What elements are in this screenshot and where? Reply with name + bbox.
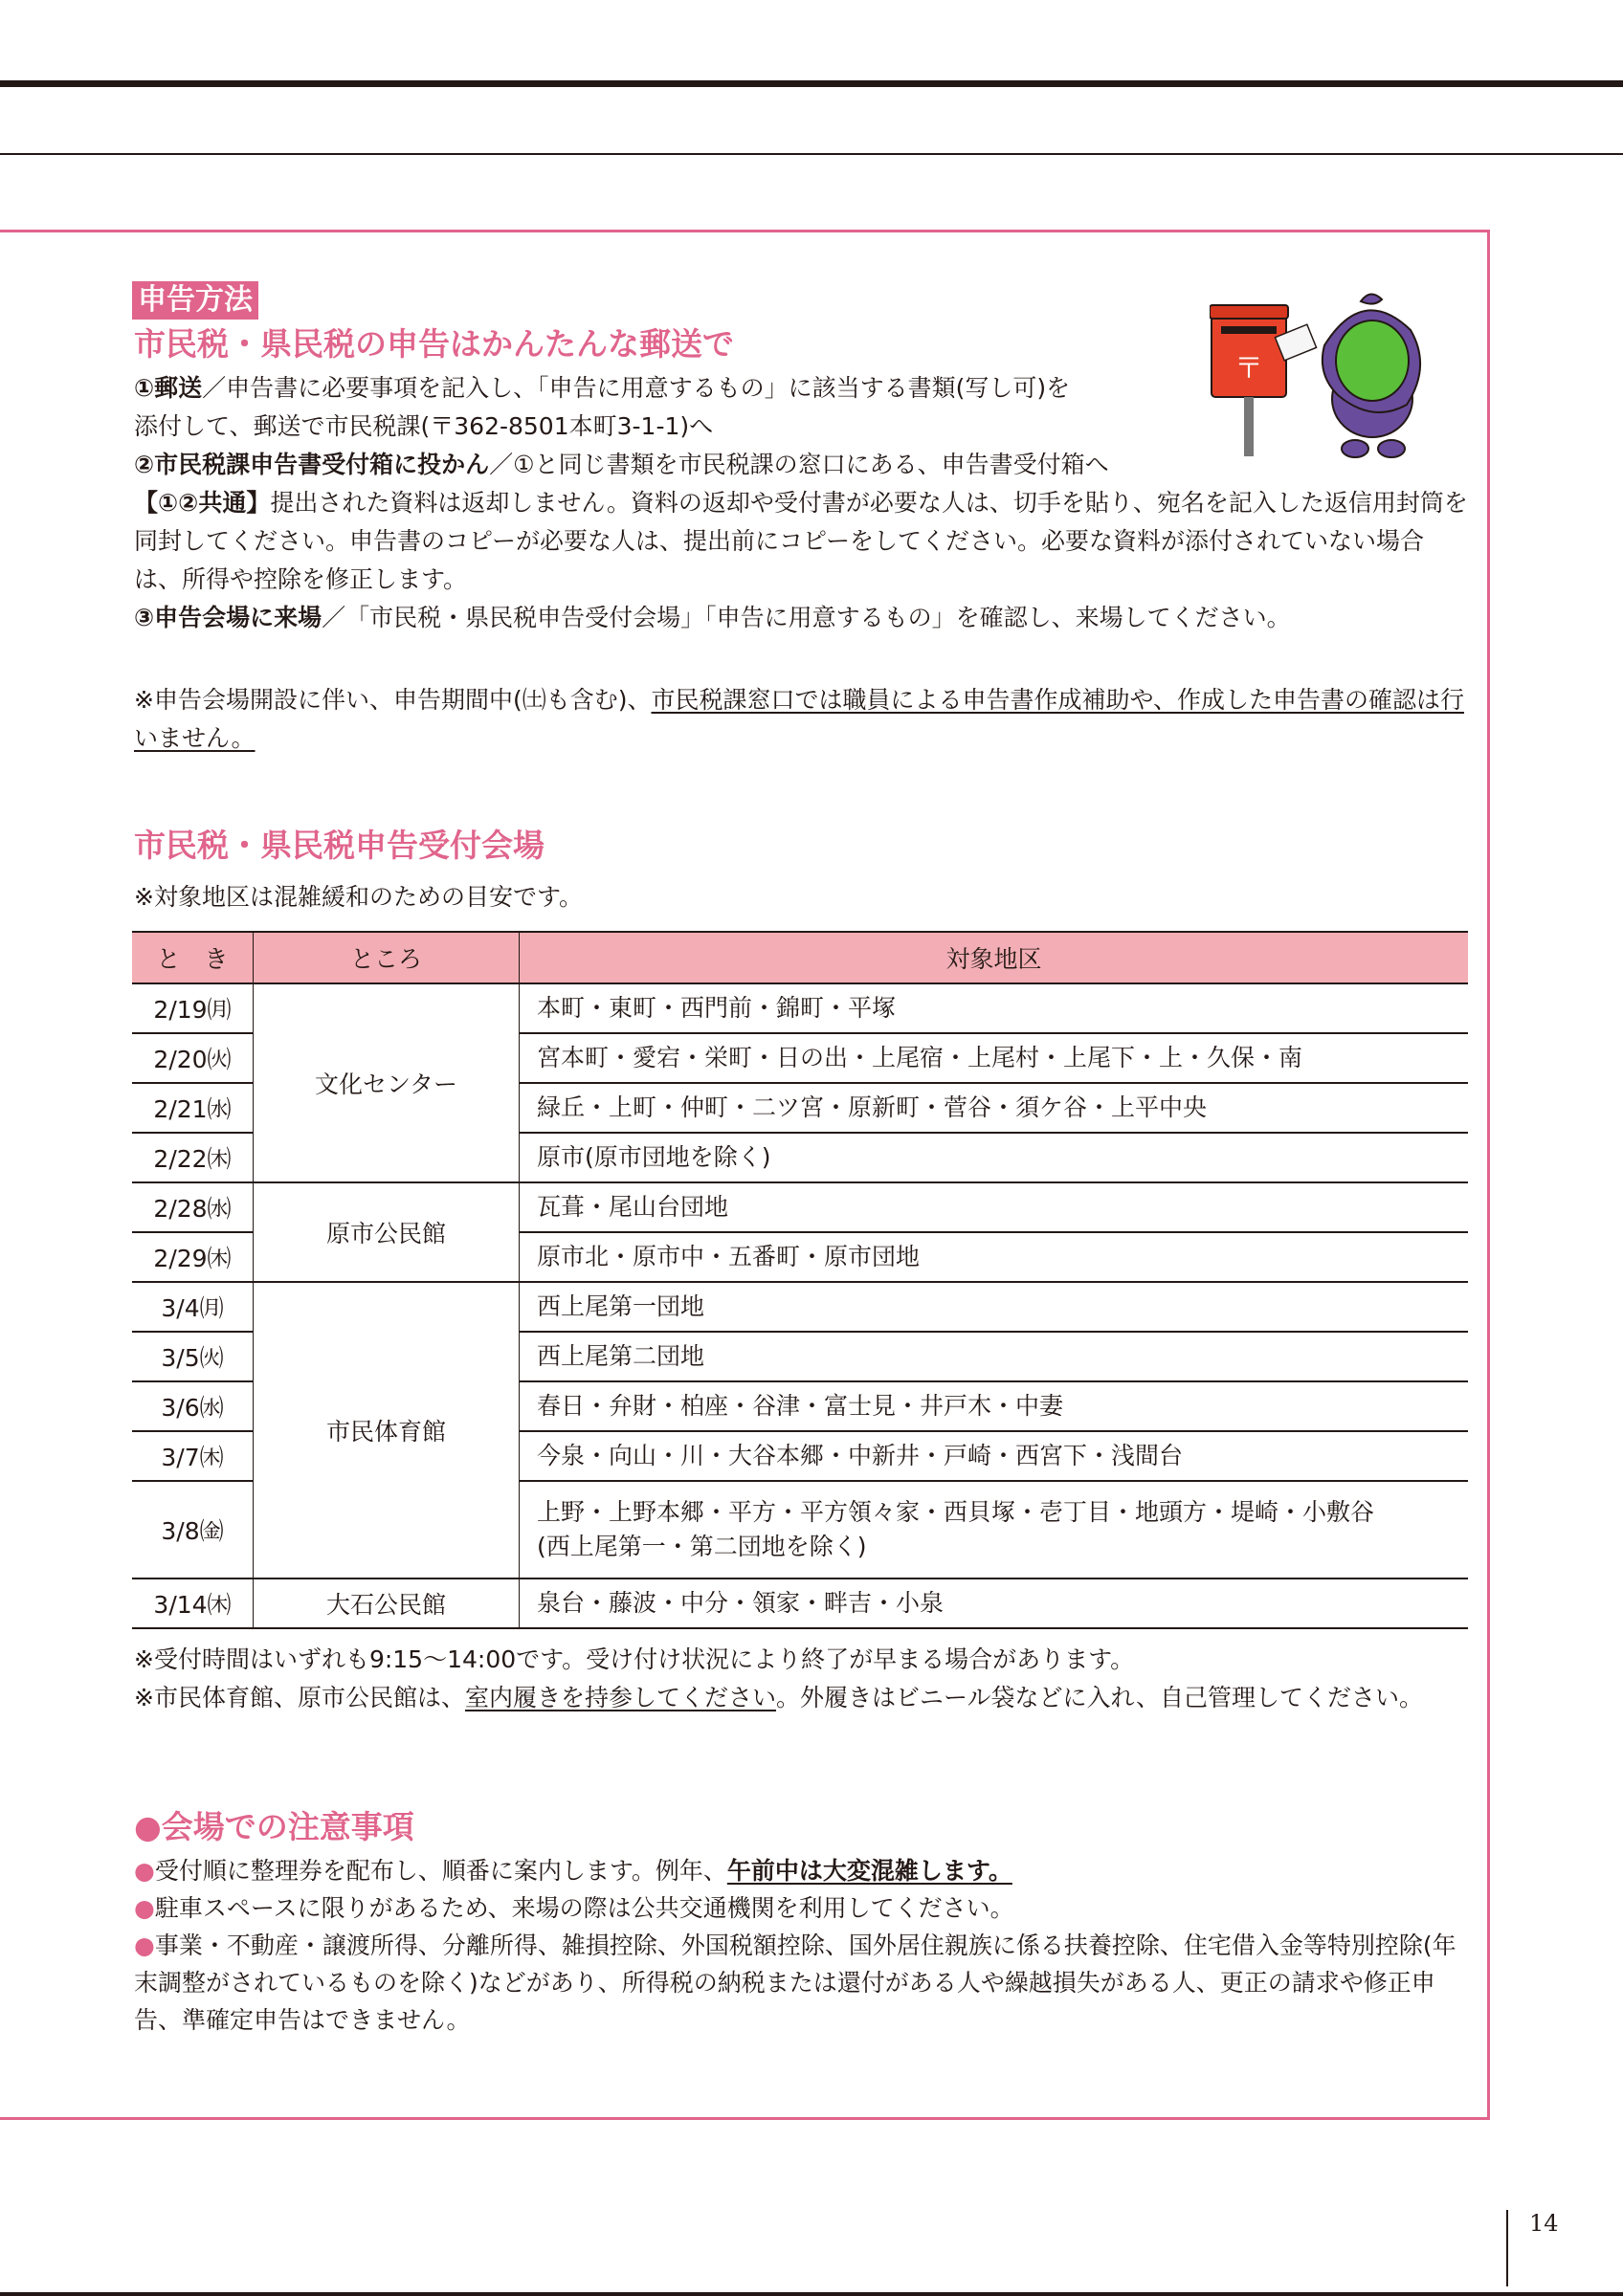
row-area: 原市北・原市中・五番町・原市団地 xyxy=(520,1232,1469,1282)
notices-heading: ●会場での注意事項 xyxy=(134,1808,414,1845)
section-tag: 申告方法 xyxy=(132,281,258,320)
item-mail-text: ／申告書に必要事項を記入し、「申告に用意するもの」に該当する書類(写し可)を xyxy=(202,374,1071,402)
row-date: 2/19㈪ xyxy=(132,983,254,1033)
row-area-line1: 上野・上野本郷・平方・平方領々家・西貝塚・壱丁目・地頭方・堤崎・小敷谷 xyxy=(537,1498,1375,1526)
page-number-divider xyxy=(1506,2210,1508,2286)
item-mail-text2: 添付して、郵送で市民税課(〒362-8501本町3-1-1)へ xyxy=(134,412,714,440)
mascot-postbox-illustration xyxy=(1210,292,1439,464)
table-row xyxy=(132,1578,1468,1628)
page-number: 14 xyxy=(1529,2210,1559,2237)
method-item-mail xyxy=(134,369,1206,446)
notice1-underlined: 午前中は大変混雑します。 xyxy=(726,1857,1012,1885)
row-date: 3/5㈫ xyxy=(132,1332,254,1381)
header-when: と き xyxy=(132,932,254,983)
row-date: 3/4㈪ xyxy=(132,1282,254,1332)
method-item-visit xyxy=(134,599,1469,637)
table-row xyxy=(132,1282,1468,1332)
postbox-slot xyxy=(1221,326,1277,334)
row-area: 泉台・藤波・中分・領家・畔吉・小泉 xyxy=(520,1578,1469,1628)
notice1-text: 受付順に整理券を配布し、順番に案内します。例年、 xyxy=(154,1857,727,1885)
row-date: 3/14㈭ xyxy=(132,1578,254,1628)
notice-item-2 xyxy=(134,1889,1469,1927)
common-label: 【①②共通】 xyxy=(134,489,271,517)
postbox-pole xyxy=(1244,397,1254,456)
venue-table xyxy=(132,931,1468,1629)
row-place: 大石公民館 xyxy=(254,1578,520,1628)
top-thin-rule xyxy=(0,153,1623,155)
row-area: 本町・東町・西門前・錦町・平塚 xyxy=(520,983,1469,1033)
mascot-ear xyxy=(1361,294,1382,303)
row-date: 2/20㈫ xyxy=(132,1033,254,1083)
row-date: 3/6㈬ xyxy=(132,1381,254,1431)
row-area: 西上尾第二団地 xyxy=(520,1332,1469,1381)
bullet-icon: ● xyxy=(134,1932,155,1959)
notice2-text: 駐車スペースに限りがあるため、来場の際は公共交通機関を利用してください。 xyxy=(154,1894,1014,1922)
top-thick-rule xyxy=(0,80,1623,87)
after-note2-suffix: 。外履きはビニール袋などに入れ、自己管理してください。 xyxy=(775,1684,1423,1711)
row-area: 原市(原市団地を除く) xyxy=(520,1133,1469,1182)
notice3-text: 事業・不動産・譲渡所得、分離所得、雑損控除、外国税額控除、国外居住親族に係る扶養控除、住宅借入金等特別控除(年末調整がされているものを除く)などがあり、所得税の納税または還付がある人や繰越損失がある人、更正の請求や修正申告、準確定申告はできません。 xyxy=(134,1932,1456,2034)
method-heading: 市民税・県民税の申告はかんたんな郵送で xyxy=(134,325,734,363)
row-area xyxy=(520,1481,1469,1578)
row-date: 3/7㈭ xyxy=(132,1431,254,1481)
postbox-lid xyxy=(1210,305,1288,319)
item-box-text: ／①と同じ書類を市民税課の窓口にある、申告書受付箱へ xyxy=(489,451,1109,478)
row-area-line2: (西上尾第一・第二団地を除く) xyxy=(537,1533,867,1560)
row-area: 春日・弁財・柏座・谷津・富士見・井戸木・中妻 xyxy=(520,1381,1469,1431)
venues-note: ※対象地区は混雑緩和のための目安です。 xyxy=(134,883,583,911)
row-place: 文化センター xyxy=(254,983,520,1182)
item-mail-label: ①郵送 xyxy=(134,374,203,402)
row-area: 宮本町・愛宕・栄町・日の出・上尾宿・上尾村・上尾下・上・久保・南 xyxy=(520,1033,1469,1083)
table-header-row xyxy=(132,932,1468,983)
bottom-rule xyxy=(0,2292,1623,2296)
row-area: 西上尾第一団地 xyxy=(520,1282,1469,1332)
note-prefix: ※申告会場開設に伴い、申告期間中(㈯も含む)、 xyxy=(134,686,652,714)
row-place: 原市公民館 xyxy=(254,1182,520,1282)
mascot-foot-right xyxy=(1378,440,1405,457)
venues-heading: 市民税・県民税申告受付会場 xyxy=(134,827,545,864)
table-row xyxy=(132,983,1468,1033)
after-note2-prefix: ※市民体育館、原市公民館は、 xyxy=(134,1684,465,1711)
bullet-icon: ● xyxy=(134,1857,155,1885)
mascot-foot-left xyxy=(1342,440,1368,457)
table-row xyxy=(132,1182,1468,1232)
venues-after-note1: ※受付時間はいずれも9:15～14:00です。受け付け状況により終了が早まる場合があります。 xyxy=(134,1645,1135,1673)
row-area: 今泉・向山・川・大谷本郷・中新井・戸崎・西宮下・浅間台 xyxy=(520,1431,1469,1481)
common-text: 提出された資料は返却しません。資料の返却や受付書が必要な人は、切手を貼り、宛名を記入した返信用封筒を同封してください。申告書のコピーが必要な人は、提出前にコピーをしてください。必要な資料が添付されていない場合は、所得や控除を修正します。 xyxy=(134,489,1468,593)
note-underlined: 市民税課窓口では職員による申告書作成補助や、作成した申告書の確認は行いません。 xyxy=(134,686,1464,752)
notice-item-1 xyxy=(134,1852,1469,1889)
notice-item-3 xyxy=(134,1927,1469,2039)
postbox-mark: 〒 xyxy=(1234,352,1263,386)
mascot-face xyxy=(1336,320,1409,401)
venues-after-note2 xyxy=(134,1679,1469,1717)
item-visit-label: ③申告会場に来場 xyxy=(134,604,322,631)
row-area: 瓦葺・尾山台団地 xyxy=(520,1182,1469,1232)
row-date: 2/29㈭ xyxy=(132,1232,254,1282)
method-note xyxy=(134,681,1469,758)
item-box-label: ②市民税課申告書受付箱に投かん xyxy=(134,451,490,478)
row-date: 2/21㈬ xyxy=(132,1083,254,1133)
after-note2-underlined: 室内履きを持参してください xyxy=(464,1684,776,1711)
method-common xyxy=(134,484,1469,599)
row-date: 3/8㈮ xyxy=(132,1481,254,1578)
row-date: 2/28㈬ xyxy=(132,1182,254,1232)
header-area: 対象地区 xyxy=(520,932,1469,983)
row-date: 2/22㈭ xyxy=(132,1133,254,1182)
row-area: 緑丘・上町・仲町・二ツ宮・原新町・菅谷・須ケ谷・上平中央 xyxy=(520,1083,1469,1133)
header-where: ところ xyxy=(254,932,520,983)
row-place: 市民体育館 xyxy=(254,1282,520,1578)
item-visit-text: ／「市民税・県民税申告受付会場」「申告に用意するもの」を確認し、来場してください。 xyxy=(322,604,1291,631)
bullet-icon: ● xyxy=(134,1894,155,1922)
